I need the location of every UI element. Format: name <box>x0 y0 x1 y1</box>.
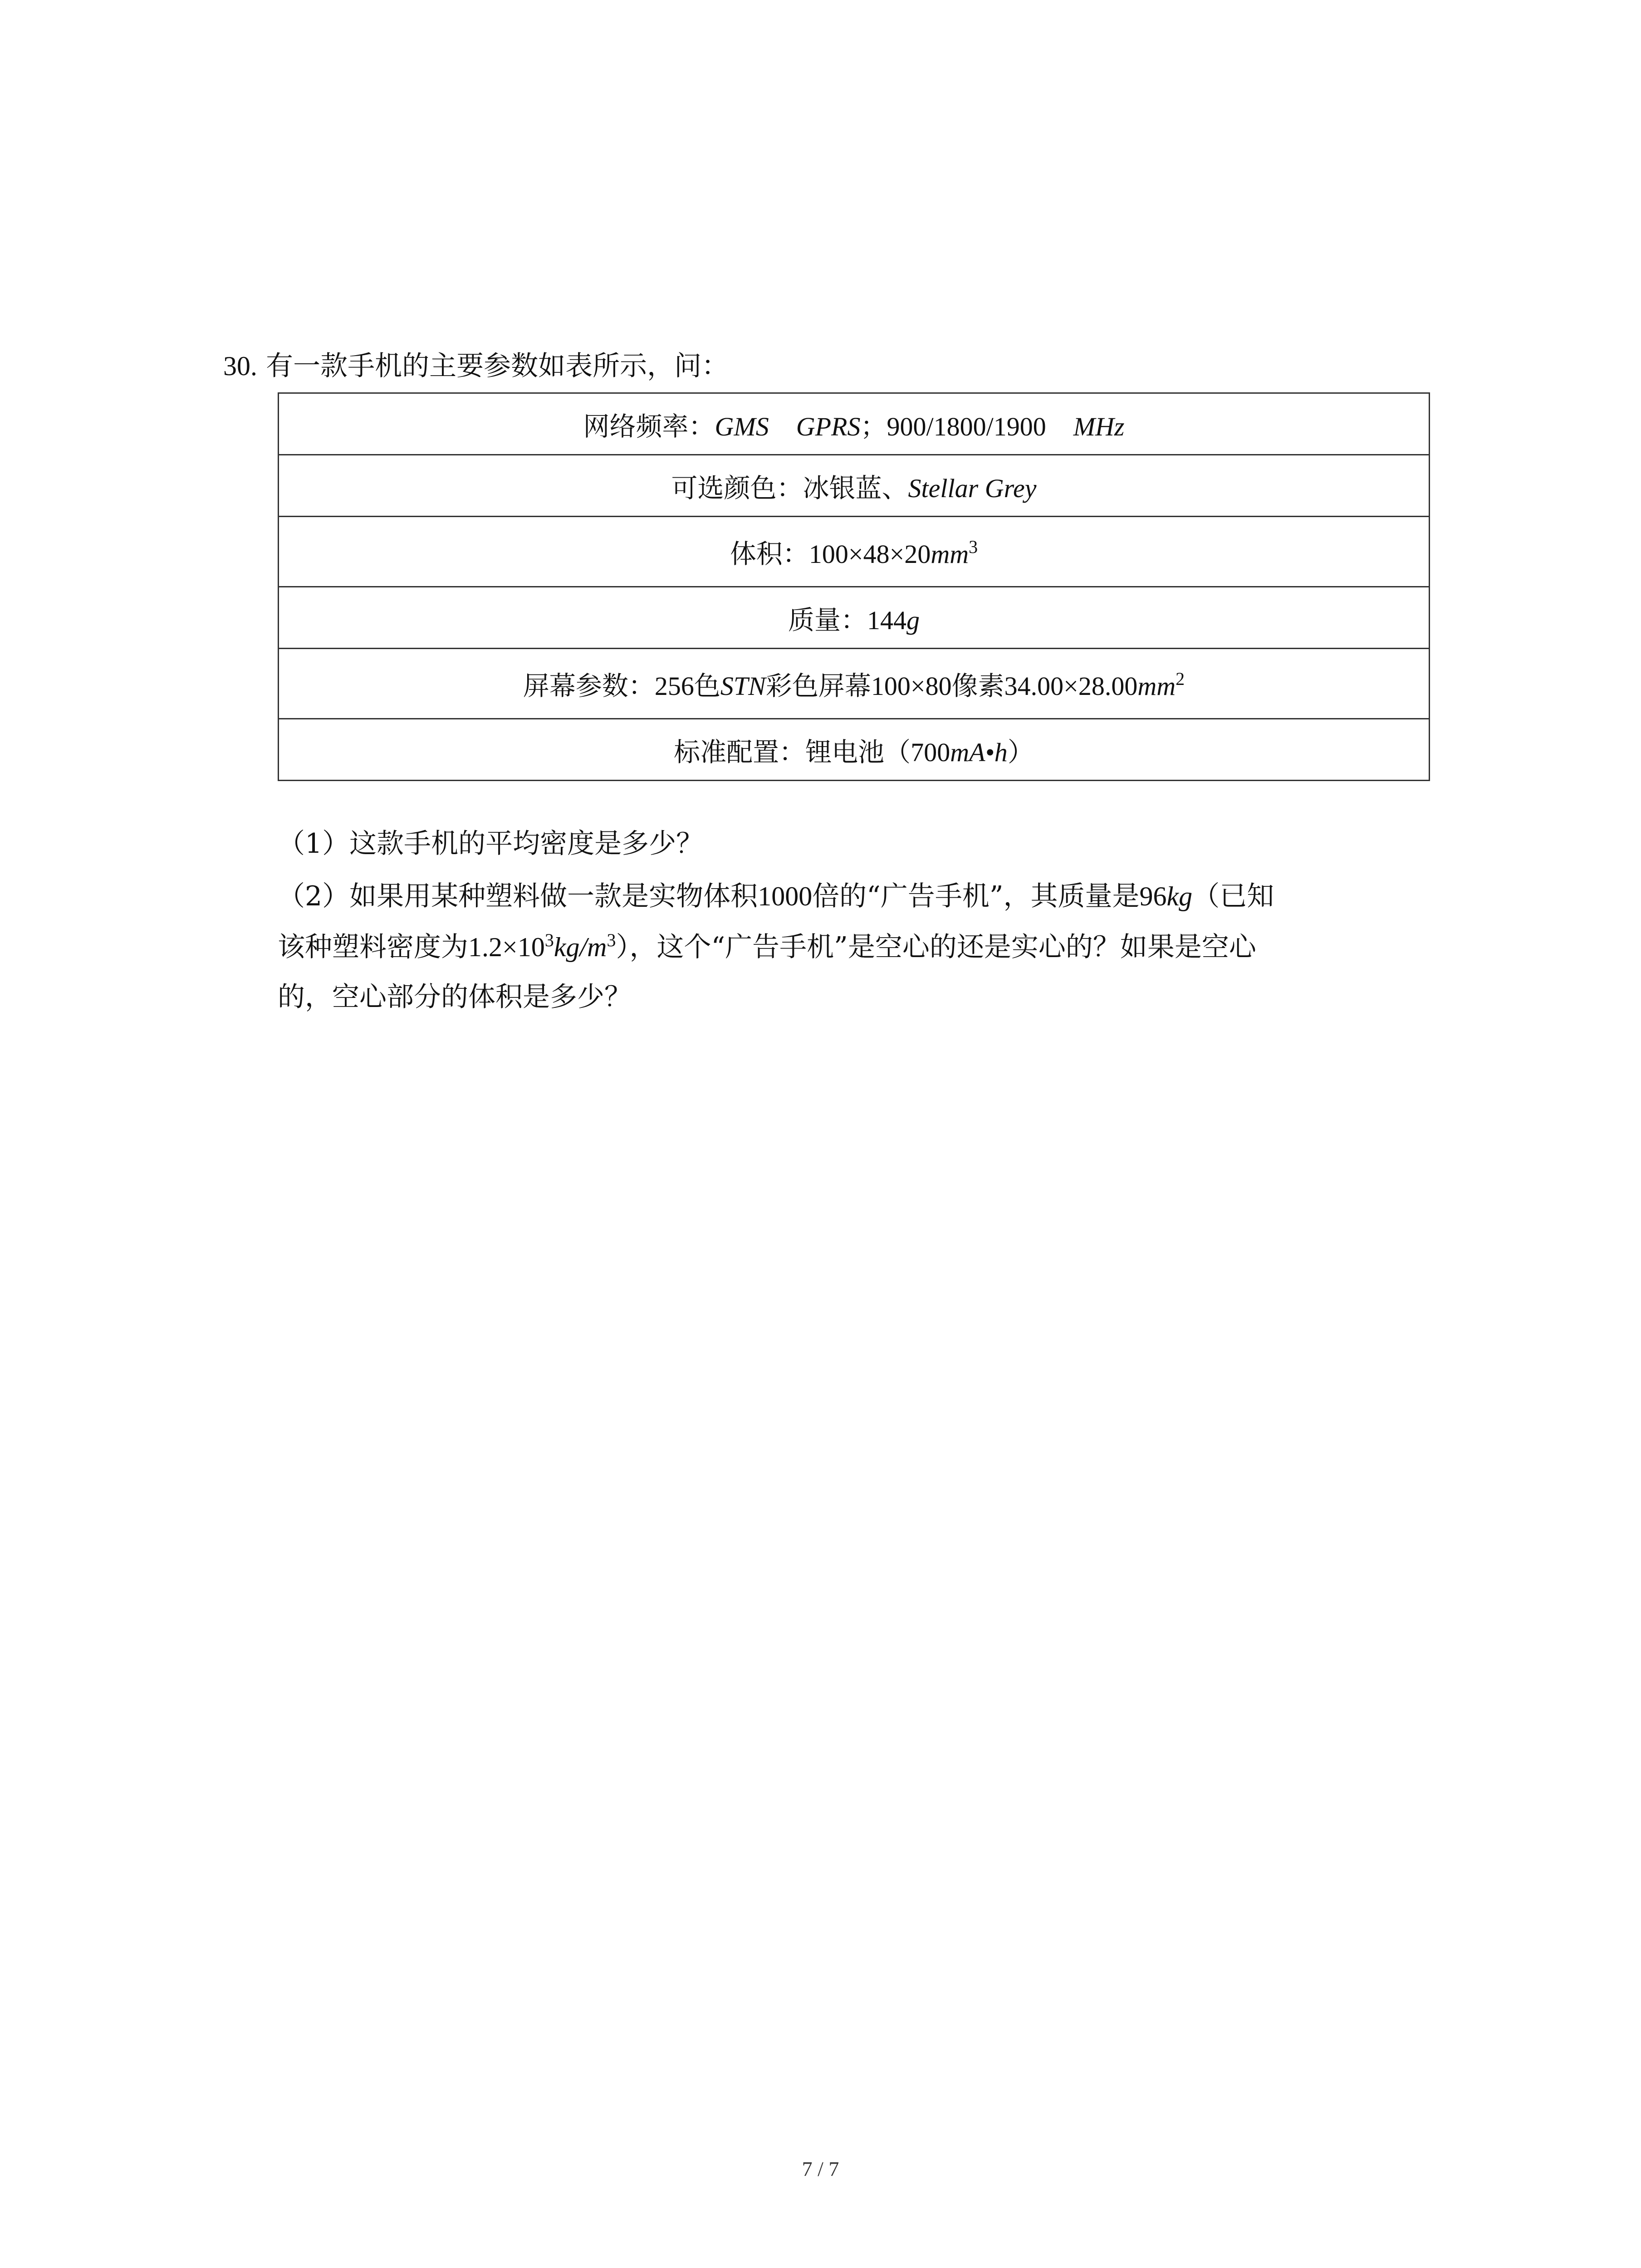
page-number: 7 / 7 <box>802 2157 839 2180</box>
phone-parameter-table <box>278 392 1430 781</box>
table-row <box>279 649 1430 719</box>
optional-colors-cell: 可选颜色：冰银蓝、Stellar Grey <box>279 455 1430 517</box>
table-row <box>279 719 1430 781</box>
volume-cell: 体积：$100\times 48\times 20mm^3$ <box>279 517 1430 587</box>
sub-question-2-line-2: 该种塑料密度为$1.2\times 10^3kg/m^3$），这个“广告手机”是空心的还是实心的？如果是空心 <box>278 930 1256 963</box>
sub-question-2-line-1: （2）如果用某种塑料做一款是实物体积1000倍的“广告手机”，其质量是96kg（已知 <box>278 880 1274 912</box>
question-text: 有一款手机的主要参数如表所示，问： <box>266 350 729 382</box>
table-row <box>279 587 1430 649</box>
question-stem <box>223 346 729 386</box>
table-row <box>279 393 1430 455</box>
standard-configuration-cell: 标准配置：锂电池（700mA•h） <box>279 719 1430 781</box>
question-number: 30. <box>223 351 257 381</box>
table-row <box>279 455 1430 517</box>
screen-parameters-cell: 屏幕参数：256色STN彩色屏幕100×80像素$34.00\times 28.00mm^2$ <box>279 649 1430 719</box>
network-frequency-cell: 网络频率：GMS GPRS；900/1800/1900 MHz <box>279 393 1430 455</box>
sub-question-1: （1）这款手机的平均密度是多少？ <box>278 828 704 860</box>
mass-cell: 质量：144g <box>279 587 1430 649</box>
sub-question-2-line-3: 的，空心部分的体积是多少？ <box>278 981 632 1013</box>
table-row <box>279 517 1430 587</box>
